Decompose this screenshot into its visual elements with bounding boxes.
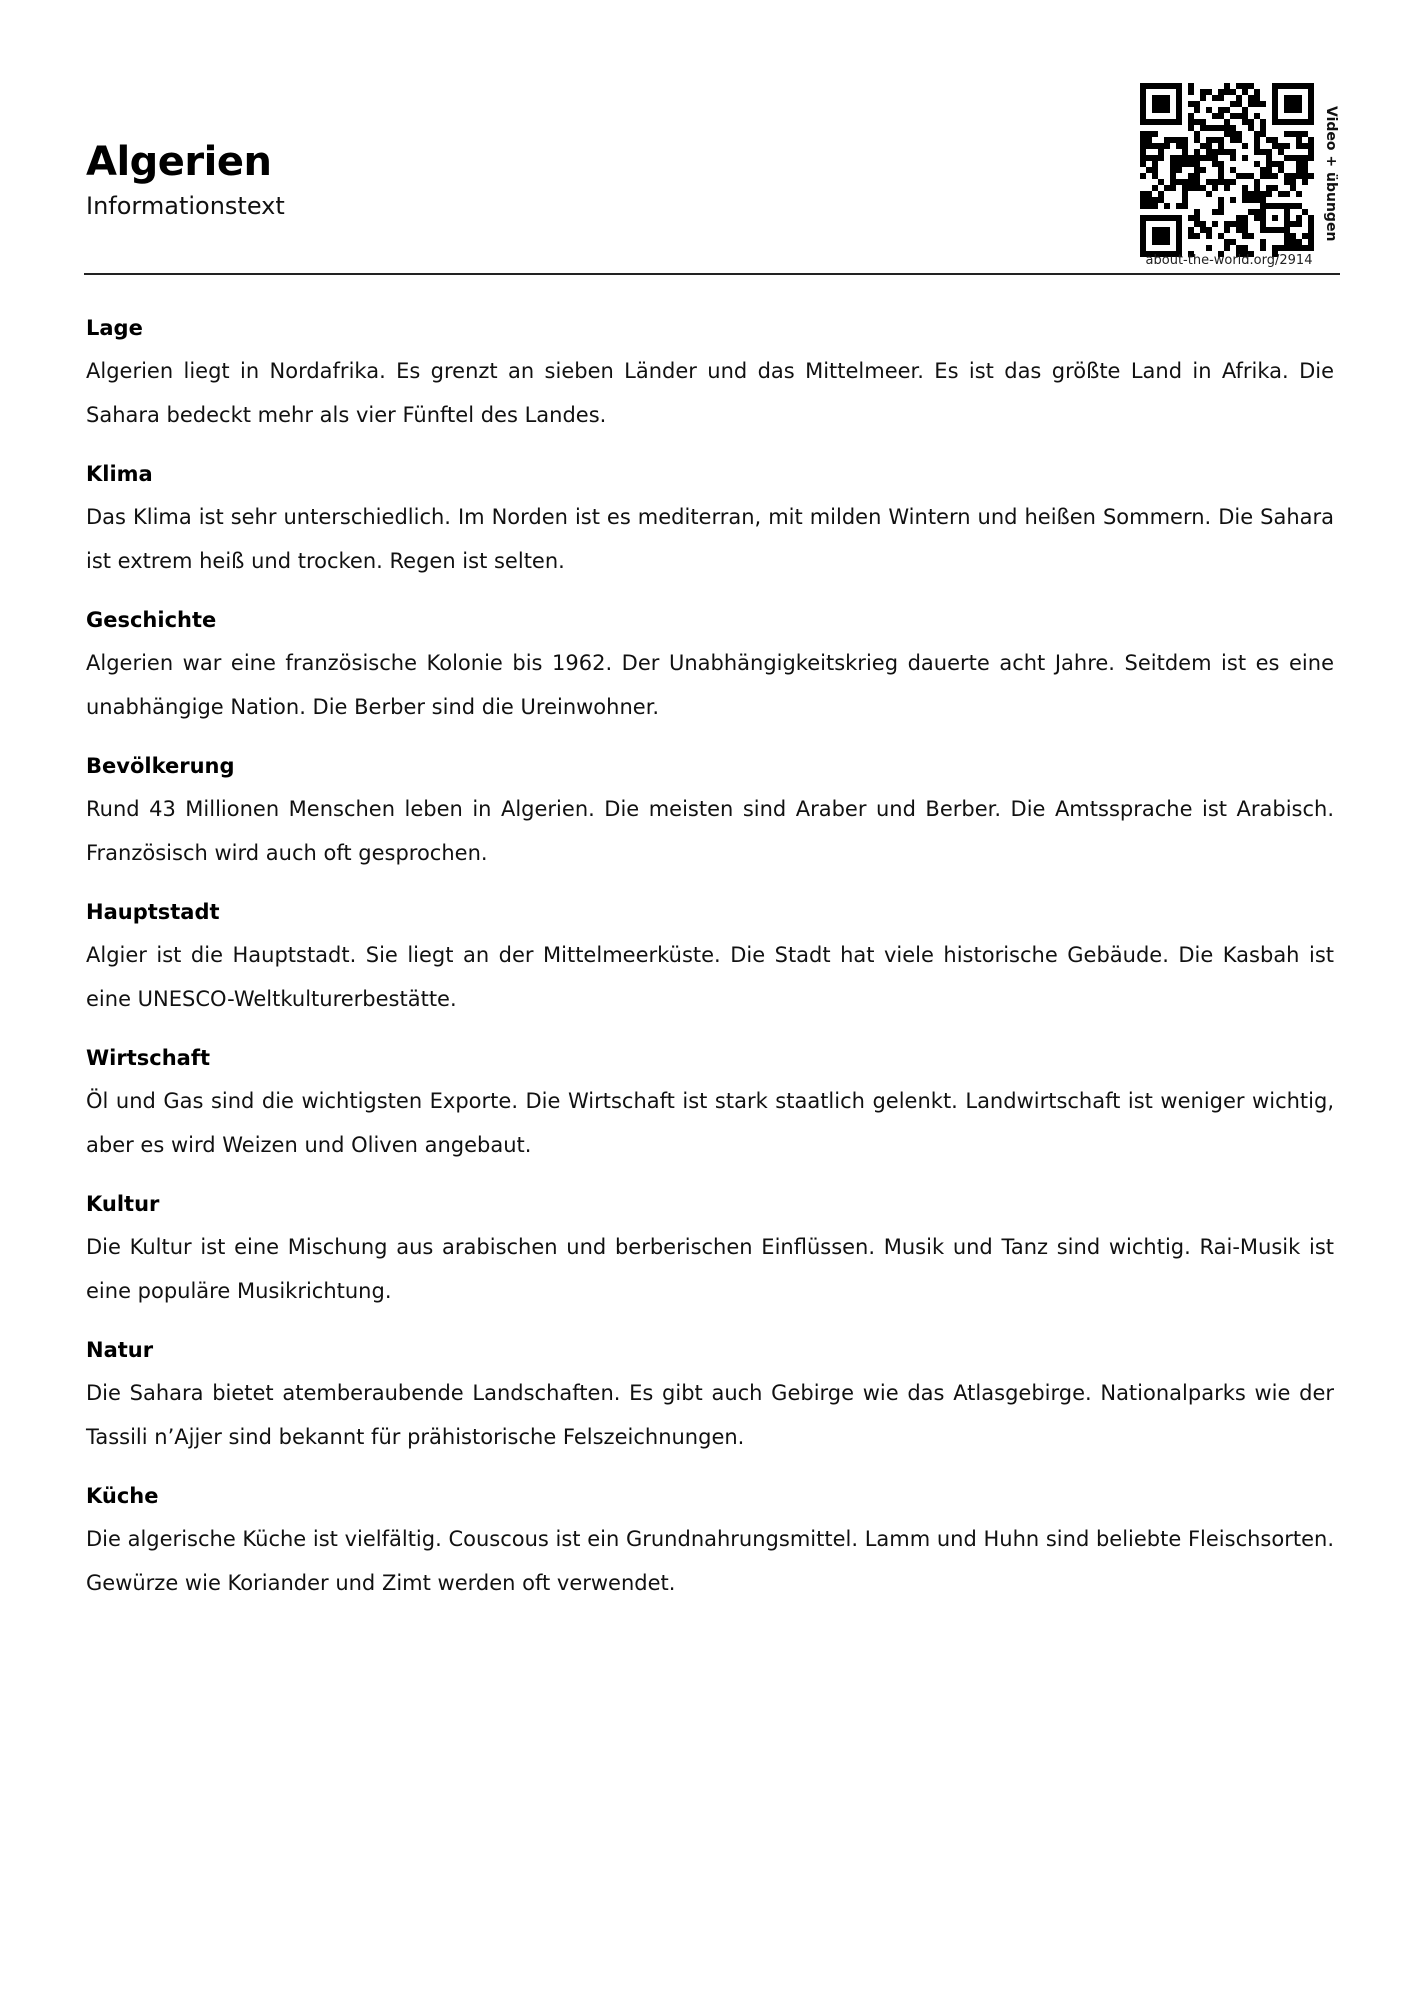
qr-link-caption[interactable]: about-the-world.org/2914	[1145, 253, 1313, 268]
section-heading: Hauptstadt	[86, 900, 220, 924]
section-heading: Natur	[86, 1338, 154, 1362]
page-subtitle: Informationstext	[86, 192, 285, 220]
section-text: Die Kultur ist eine Mischung aus arabischen und berberischen Einflüssen. Musik und Tanz sind wichtig. Rai-Musik ist eine populäre Musikrichtung.	[86, 1235, 1334, 1303]
header-divider	[84, 273, 1340, 275]
section-heading: Klima	[86, 462, 153, 486]
section-heading: Wirtschaft	[86, 1046, 211, 1070]
section-heading: Kultur	[86, 1192, 160, 1216]
section-text: Rund 43 Millionen Menschen leben in Algerien. Die meisten sind Araber und Berber. Die Amtssprache ist Arabisch. Französisch wird auch oft gesprochen.	[86, 797, 1334, 865]
section-heading: Geschichte	[86, 608, 217, 632]
section-heading: Bevölkerung	[86, 754, 235, 778]
content-area	[86, 313, 1334, 1627]
section-klima	[86, 459, 1334, 583]
section-lage	[86, 313, 1334, 437]
section-kueche	[86, 1481, 1334, 1605]
qr-code-icon[interactable]	[1140, 83, 1314, 257]
qr-side-label: Video + übungen	[1323, 106, 1339, 242]
section-heading: Küche	[86, 1484, 159, 1508]
section-heading: Lage	[86, 316, 143, 340]
section-text: Öl und Gas sind die wichtigsten Exporte. Die Wirtschaft ist stark staatlich gelenkt. Landwirtschaft ist weniger wichtig, aber es wird Weizen und Oliven angebaut.	[86, 1089, 1334, 1157]
section-text: Das Klima ist sehr unterschiedlich. Im Norden ist es mediterran, mit milden Wintern und heißen Sommern. Die Sahara ist extrem heiß und trocken. Regen ist selten.	[86, 505, 1334, 573]
page-title: Algerien	[86, 139, 272, 185]
section-natur	[86, 1335, 1334, 1459]
section-geschichte	[86, 605, 1334, 729]
section-hauptstadt	[86, 897, 1334, 1021]
section-wirtschaft	[86, 1043, 1334, 1167]
section-text: Algier ist die Hauptstadt. Sie liegt an der Mittelmeerküste. Die Stadt hat viele historische Gebäude. Die Kasbah ist eine UNESCO-Weltkulturerbestätte.	[86, 943, 1334, 1011]
section-text: Die Sahara bietet atemberaubende Landschaften. Es gibt auch Gebirge wie das Atlasgebirge. Nationalparks wie der Tassili n’Ajjer sind bekannt für prähistorische Felszeichnungen.	[86, 1381, 1334, 1449]
section-bevoelkerung	[86, 751, 1334, 875]
section-text: Algerien liegt in Nordafrika. Es grenzt an sieben Länder und das Mittelmeer. Es ist das größte Land in Afrika. Die Sahara bedeckt mehr als vier Fünftel des Landes.	[86, 359, 1334, 427]
section-kultur	[86, 1189, 1334, 1313]
section-text: Die algerische Küche ist vielfältig. Couscous ist ein Grundnahrungsmittel. Lamm und Huhn sind beliebte Fleischsorten. Gewürze wie Koriander und Zimt werden oft verwendet.	[86, 1527, 1334, 1595]
section-text: Algerien war eine französische Kolonie bis 1962. Der Unabhängigkeitskrieg dauerte acht Jahre. Seitdem ist es eine unabhängige Nation. Die Berber sind die Ureinwohner.	[86, 651, 1334, 719]
